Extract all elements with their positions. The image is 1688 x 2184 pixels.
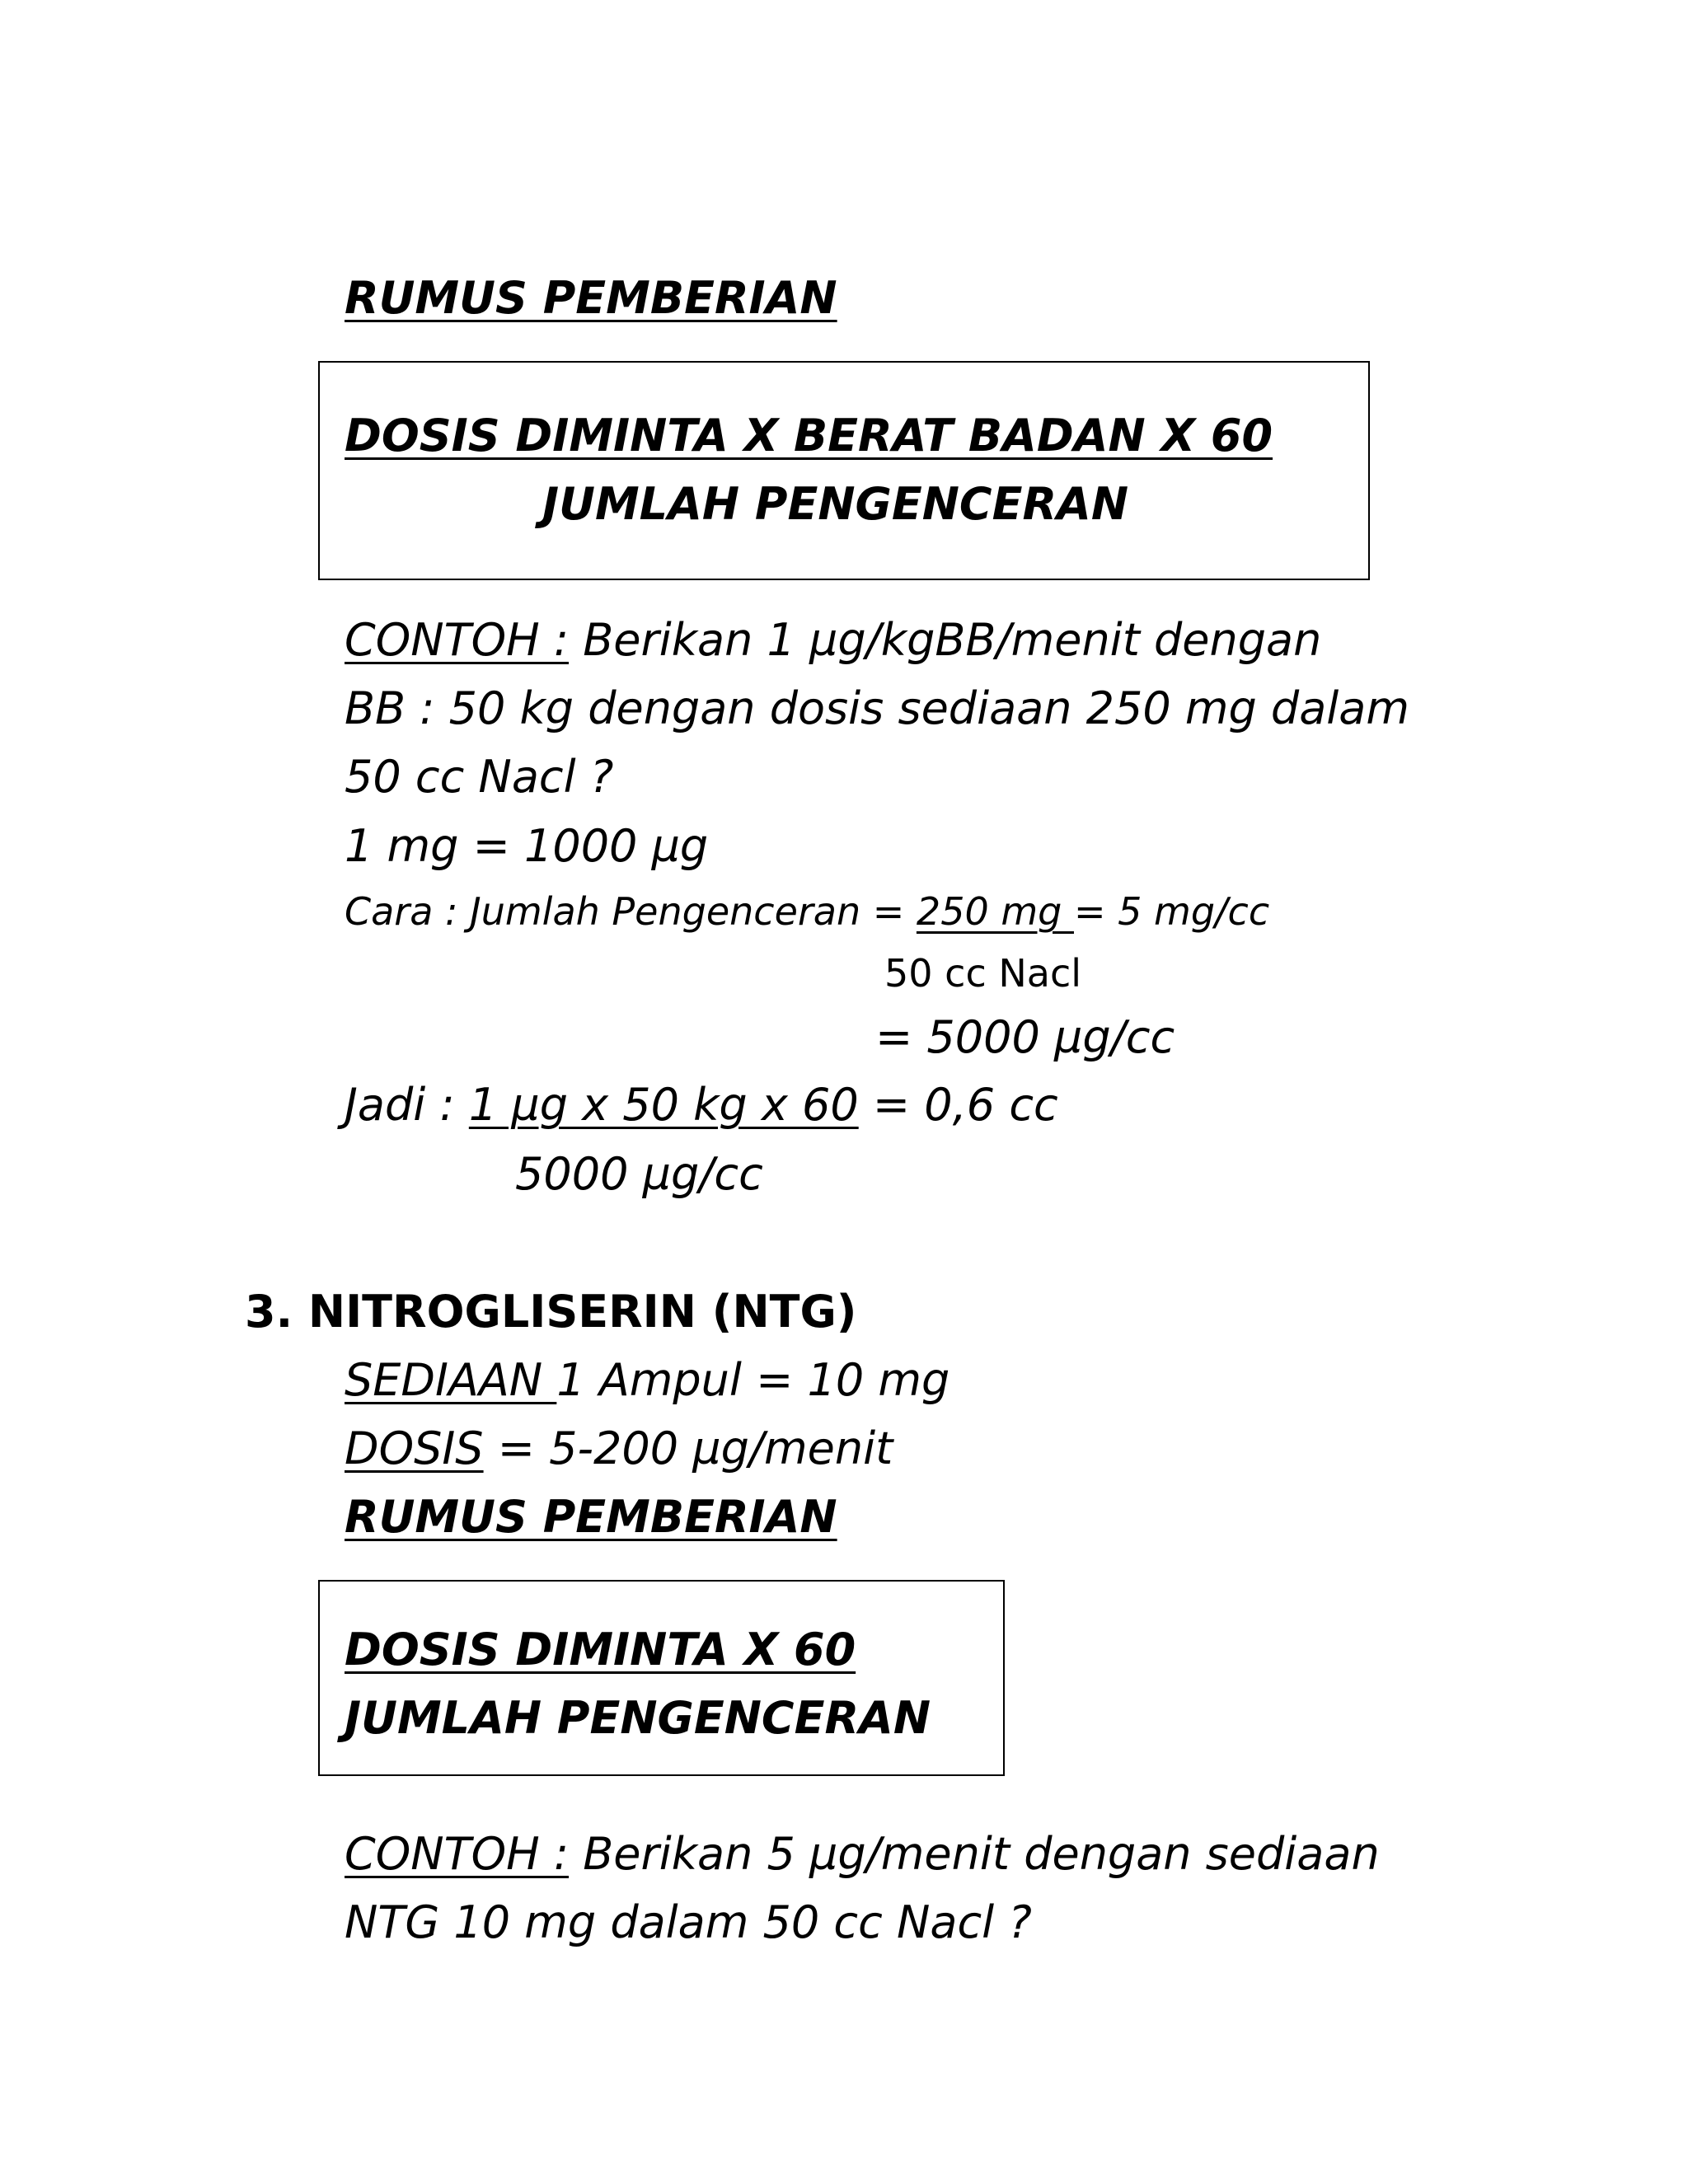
contoh-line-2-1 [345, 1828, 1380, 1880]
contoh-label-2: CONTOH : [345, 1828, 570, 1880]
formula-numerator-1: DOSIS DIMINTA X BERAT BADAN X 60 [345, 410, 1273, 462]
cara-numerator: 250 mg [916, 889, 1074, 934]
sediaan-label: SEDIAAN [345, 1354, 557, 1406]
contoh-line-2-2: NTG 10 mg dalam 50 cc Nacl ? [345, 1896, 1032, 1948]
cara-result-2: = 5000 µg/cc [875, 1011, 1175, 1063]
cara-denominator: 50 cc Nacl [884, 951, 1082, 996]
sediaan-line [345, 1354, 950, 1406]
contoh-text-2: Berikan 5 µg/menit dengan sediaan [569, 1828, 1380, 1880]
sediaan-value: 1 Ampul = 10 mg [556, 1354, 950, 1406]
dosis-value: = 5-200 µg/menit [483, 1422, 893, 1474]
unit-conversion: 1 mg = 1000 µg [345, 820, 709, 872]
cara-line [345, 889, 1270, 934]
formula-denominator-1: JUMLAH PENGENCERAN [542, 478, 1129, 530]
formula-denominator-2: JUMLAH PENGENCERAN [345, 1692, 931, 1744]
contoh-line-2: BB : 50 kg dengan dosis sediaan 250 mg dalam [345, 682, 1409, 734]
jadi-prefix: Jadi : [345, 1079, 469, 1131]
formula-box-1 [318, 361, 1370, 580]
formula-box-2 [318, 1580, 1005, 1776]
jadi-line [345, 1079, 1058, 1131]
cara-result: = 5 mg/cc [1073, 889, 1270, 934]
dosis-line [345, 1422, 893, 1474]
jadi-numerator: 1 µg x 50 kg x 60 [468, 1079, 859, 1131]
contoh-line-1 [345, 614, 1322, 666]
jadi-denominator: 5000 µg/cc [515, 1148, 763, 1200]
rumus-heading-2: RUMUS PEMBERIAN [345, 1491, 837, 1543]
rumus-heading-1: RUMUS PEMBERIAN [345, 272, 837, 324]
formula-numerator-2: DOSIS DIMINTA X 60 [345, 1624, 856, 1675]
jadi-result: = 0,6 cc [858, 1079, 1058, 1131]
contoh-text-1: Berikan 1 µg/kgBB/menit dengan [569, 614, 1322, 666]
contoh-label-1: CONTOH : [345, 614, 570, 666]
contoh-line-3: 50 cc Nacl ? [345, 751, 614, 803]
dosis-label: DOSIS [345, 1422, 484, 1474]
cara-prefix: Cara : Jumlah Pengenceran = [345, 889, 917, 934]
section-heading-ntg: 3. NITROGLISERIN (NTG) [245, 1286, 857, 1338]
